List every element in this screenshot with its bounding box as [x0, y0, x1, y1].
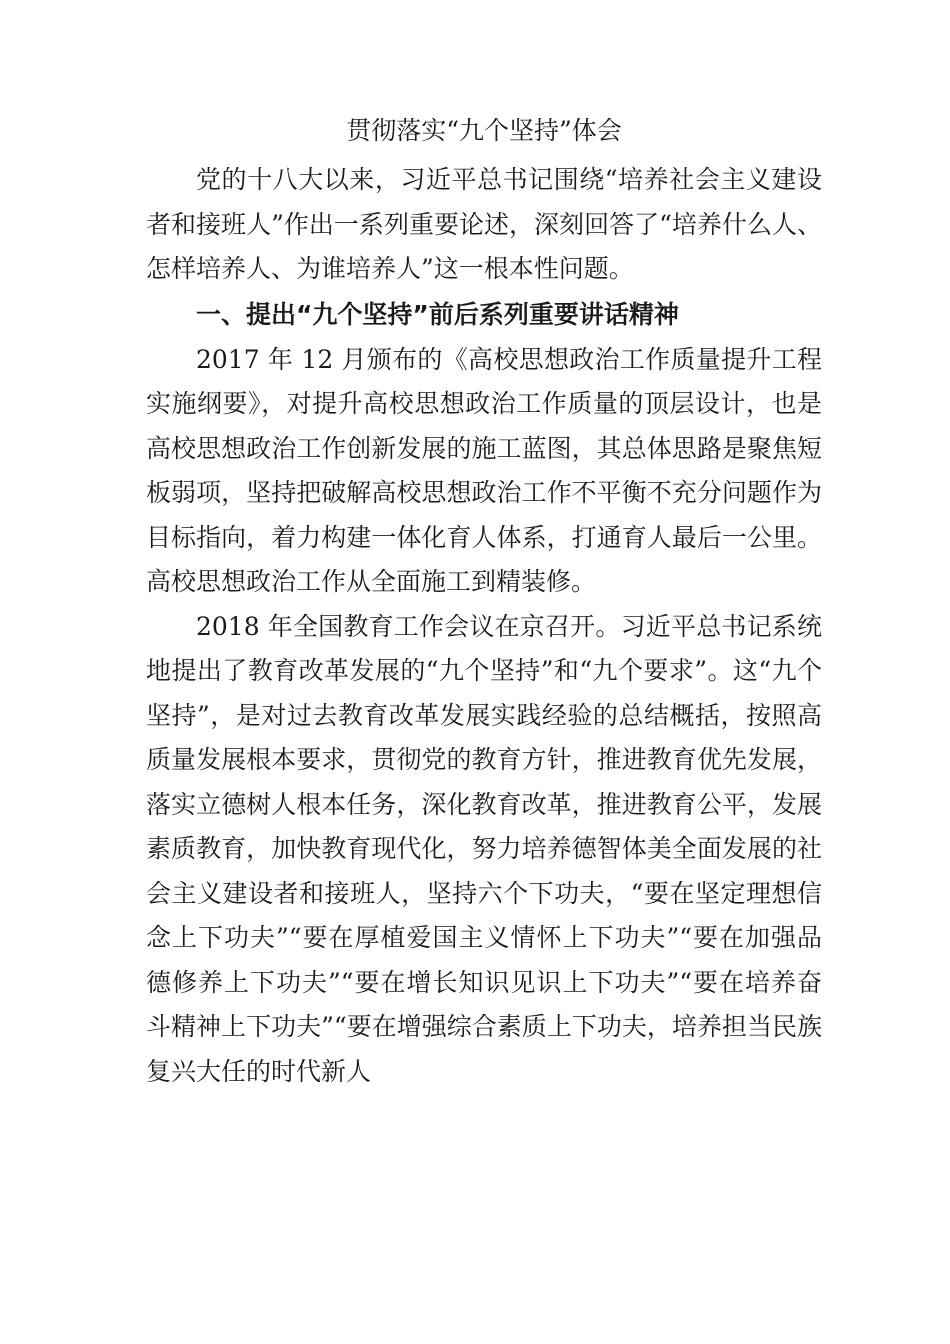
intro-paragraph: 党的十八大以来，习近平总书记围绕“培养社会主义建设者和接班人”作出一系列重要论述，深刻回答了“培养什么人、怎样培养人、为谁培养人”这一根本性问题。: [146, 165, 822, 283]
paragraph-2018: 2018 年全国教育工作会议在京召开。习近平总书记系统地提出了教育改革发展的“九个坚持”和“九个要求”。这“九个坚持”，是对过去教育改革发展实践经验的总结概括，按照高质量发展根本要求，贯彻党的教育方针，推进教育优先发展，落实立德树人根本任务，深化教育改革，推进教育公平，发展素质教育，加快教育现代化，努力培养德智体美全面发展的社会主义建设者和接班人，坚持六个下功夫，“要在坚定理想信念上下功夫”“要在厚植爱国主义情怀上下功夫”“要在加强品德修养上下功夫”“要在增长知识见识上下功夫”“要在培养奋斗精神上下功夫”“要在增强综合素质上下功夫，培养担当民族复兴大任的时代新人: [146, 611, 822, 1086]
section-heading-1: 一、提出“九个坚持”前后系列重要讲话精神: [196, 299, 679, 329]
document-body: [146, 104, 822, 1094]
paragraph-2017: 2017 年 12 月颁布的《高校思想政治工作质量提升工程实施纲要》，对提升高校思想政治工作质量的顶层设计，也是高校思想政治工作创新发展的施工蓝图，其总体思路是聚焦短板弱项，坚持把破解高校思想政治工作不平衡不充分问题作为目标指向，着力构建一体化育人体系，打通育人最后一公里。高校思想政治工作从全面施工到精装修。: [146, 344, 822, 596]
document-title: 贯彻落实“九个坚持”体会: [346, 116, 622, 145]
